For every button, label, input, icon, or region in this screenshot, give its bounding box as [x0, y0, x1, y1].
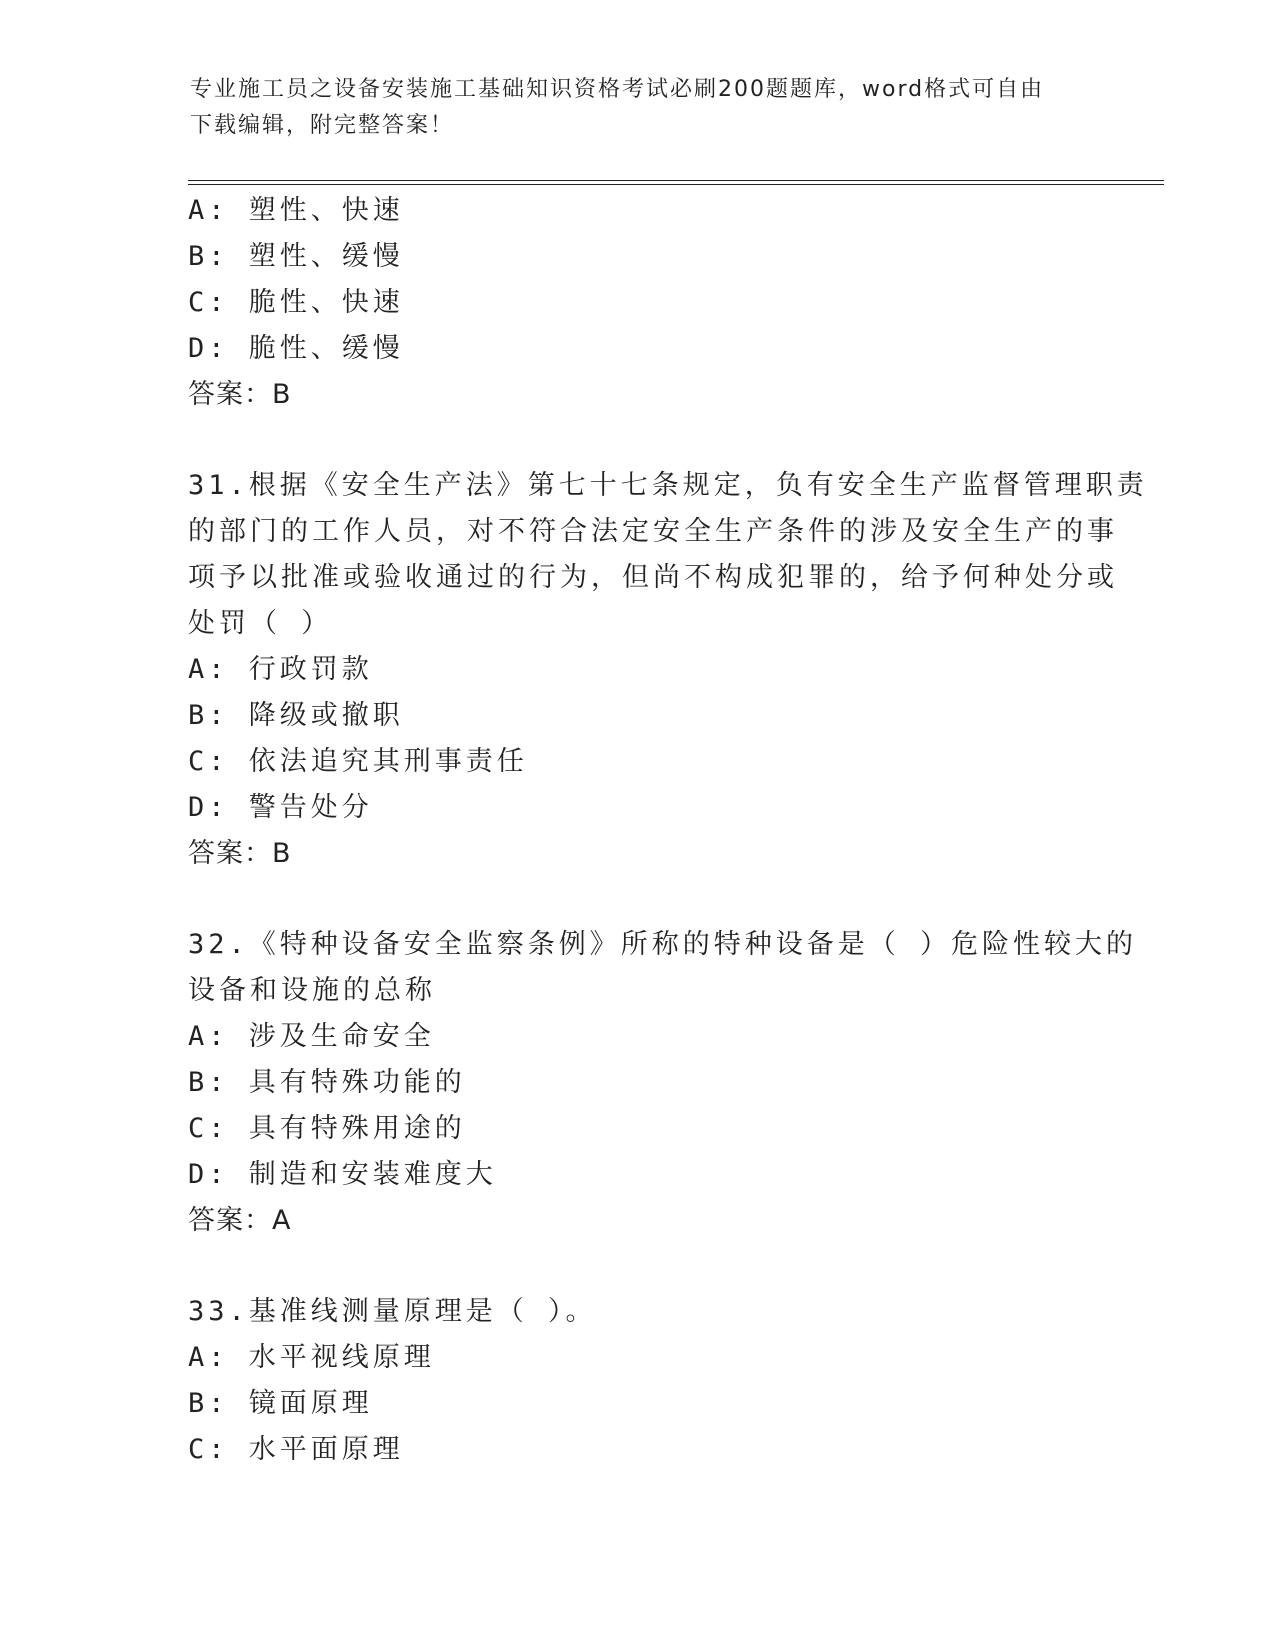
question-text-line: 设备和设施的总称 — [188, 975, 436, 1006]
question-31 — [188, 463, 1148, 877]
option-c: C: 脆性、快速 — [188, 287, 404, 318]
question-list — [188, 188, 1148, 1473]
question-text-line: 33.基准线测量原理是（ ）。 — [188, 1296, 597, 1327]
option-a: A: 水平视线原理 — [188, 1342, 435, 1373]
option-c: C: 具有特殊用途的 — [188, 1113, 466, 1144]
question-text-line: 31.根据《安全生产法》第七十七条规定，负有安全生产监督管理职责 — [188, 470, 1148, 501]
question-32 — [188, 922, 1138, 1244]
option-d: D: 脆性、缓慢 — [188, 333, 404, 364]
header-line-2: 下载编辑，附完整答案！ — [190, 113, 455, 138]
question-text-line: 的部门的工作人员，对不符合法定安全生产条件的涉及安全生产的事 — [188, 516, 1118, 547]
option-c: C: 水平面原理 — [188, 1434, 404, 1465]
question-text-line: 32.《特种设备安全监察条例》所称的特种设备是（ ）危险性较大的 — [188, 929, 1138, 960]
answer-line: 答案：A — [188, 1205, 292, 1236]
question-text-line: 项予以批准或验收通过的行为，但尚不构成犯罪的，给予何种处分或 — [188, 562, 1118, 593]
header-line-1: 专业施工员之设备安装施工基础知识资格考试必刷200题题库，word格式可自由 — [190, 77, 1045, 102]
option-b: B: 镜面原理 — [188, 1388, 373, 1419]
question-30-continuation — [188, 188, 1088, 418]
answer-line: 答案：B — [188, 379, 292, 410]
option-d: D: 警告处分 — [188, 792, 373, 823]
question-33 — [188, 1289, 1088, 1473]
option-d: D: 制造和安装难度大 — [188, 1159, 497, 1190]
option-b: B: 塑性、缓慢 — [188, 241, 404, 272]
header-divider-double — [188, 184, 1164, 185]
option-b: B: 降级或撤职 — [188, 700, 404, 731]
option-c: C: 依法追究其刑事责任 — [188, 746, 528, 777]
question-text-line: 处罚（ ） — [188, 608, 333, 639]
option-a: A: 塑性、快速 — [188, 195, 404, 226]
option-a: A: 行政罚款 — [188, 654, 373, 685]
option-b: B: 具有特殊功能的 — [188, 1067, 466, 1098]
answer-line: 答案：B — [188, 838, 292, 869]
document-header — [190, 72, 1090, 144]
option-a: A: 涉及生命安全 — [188, 1021, 435, 1052]
header-divider — [188, 180, 1164, 181]
